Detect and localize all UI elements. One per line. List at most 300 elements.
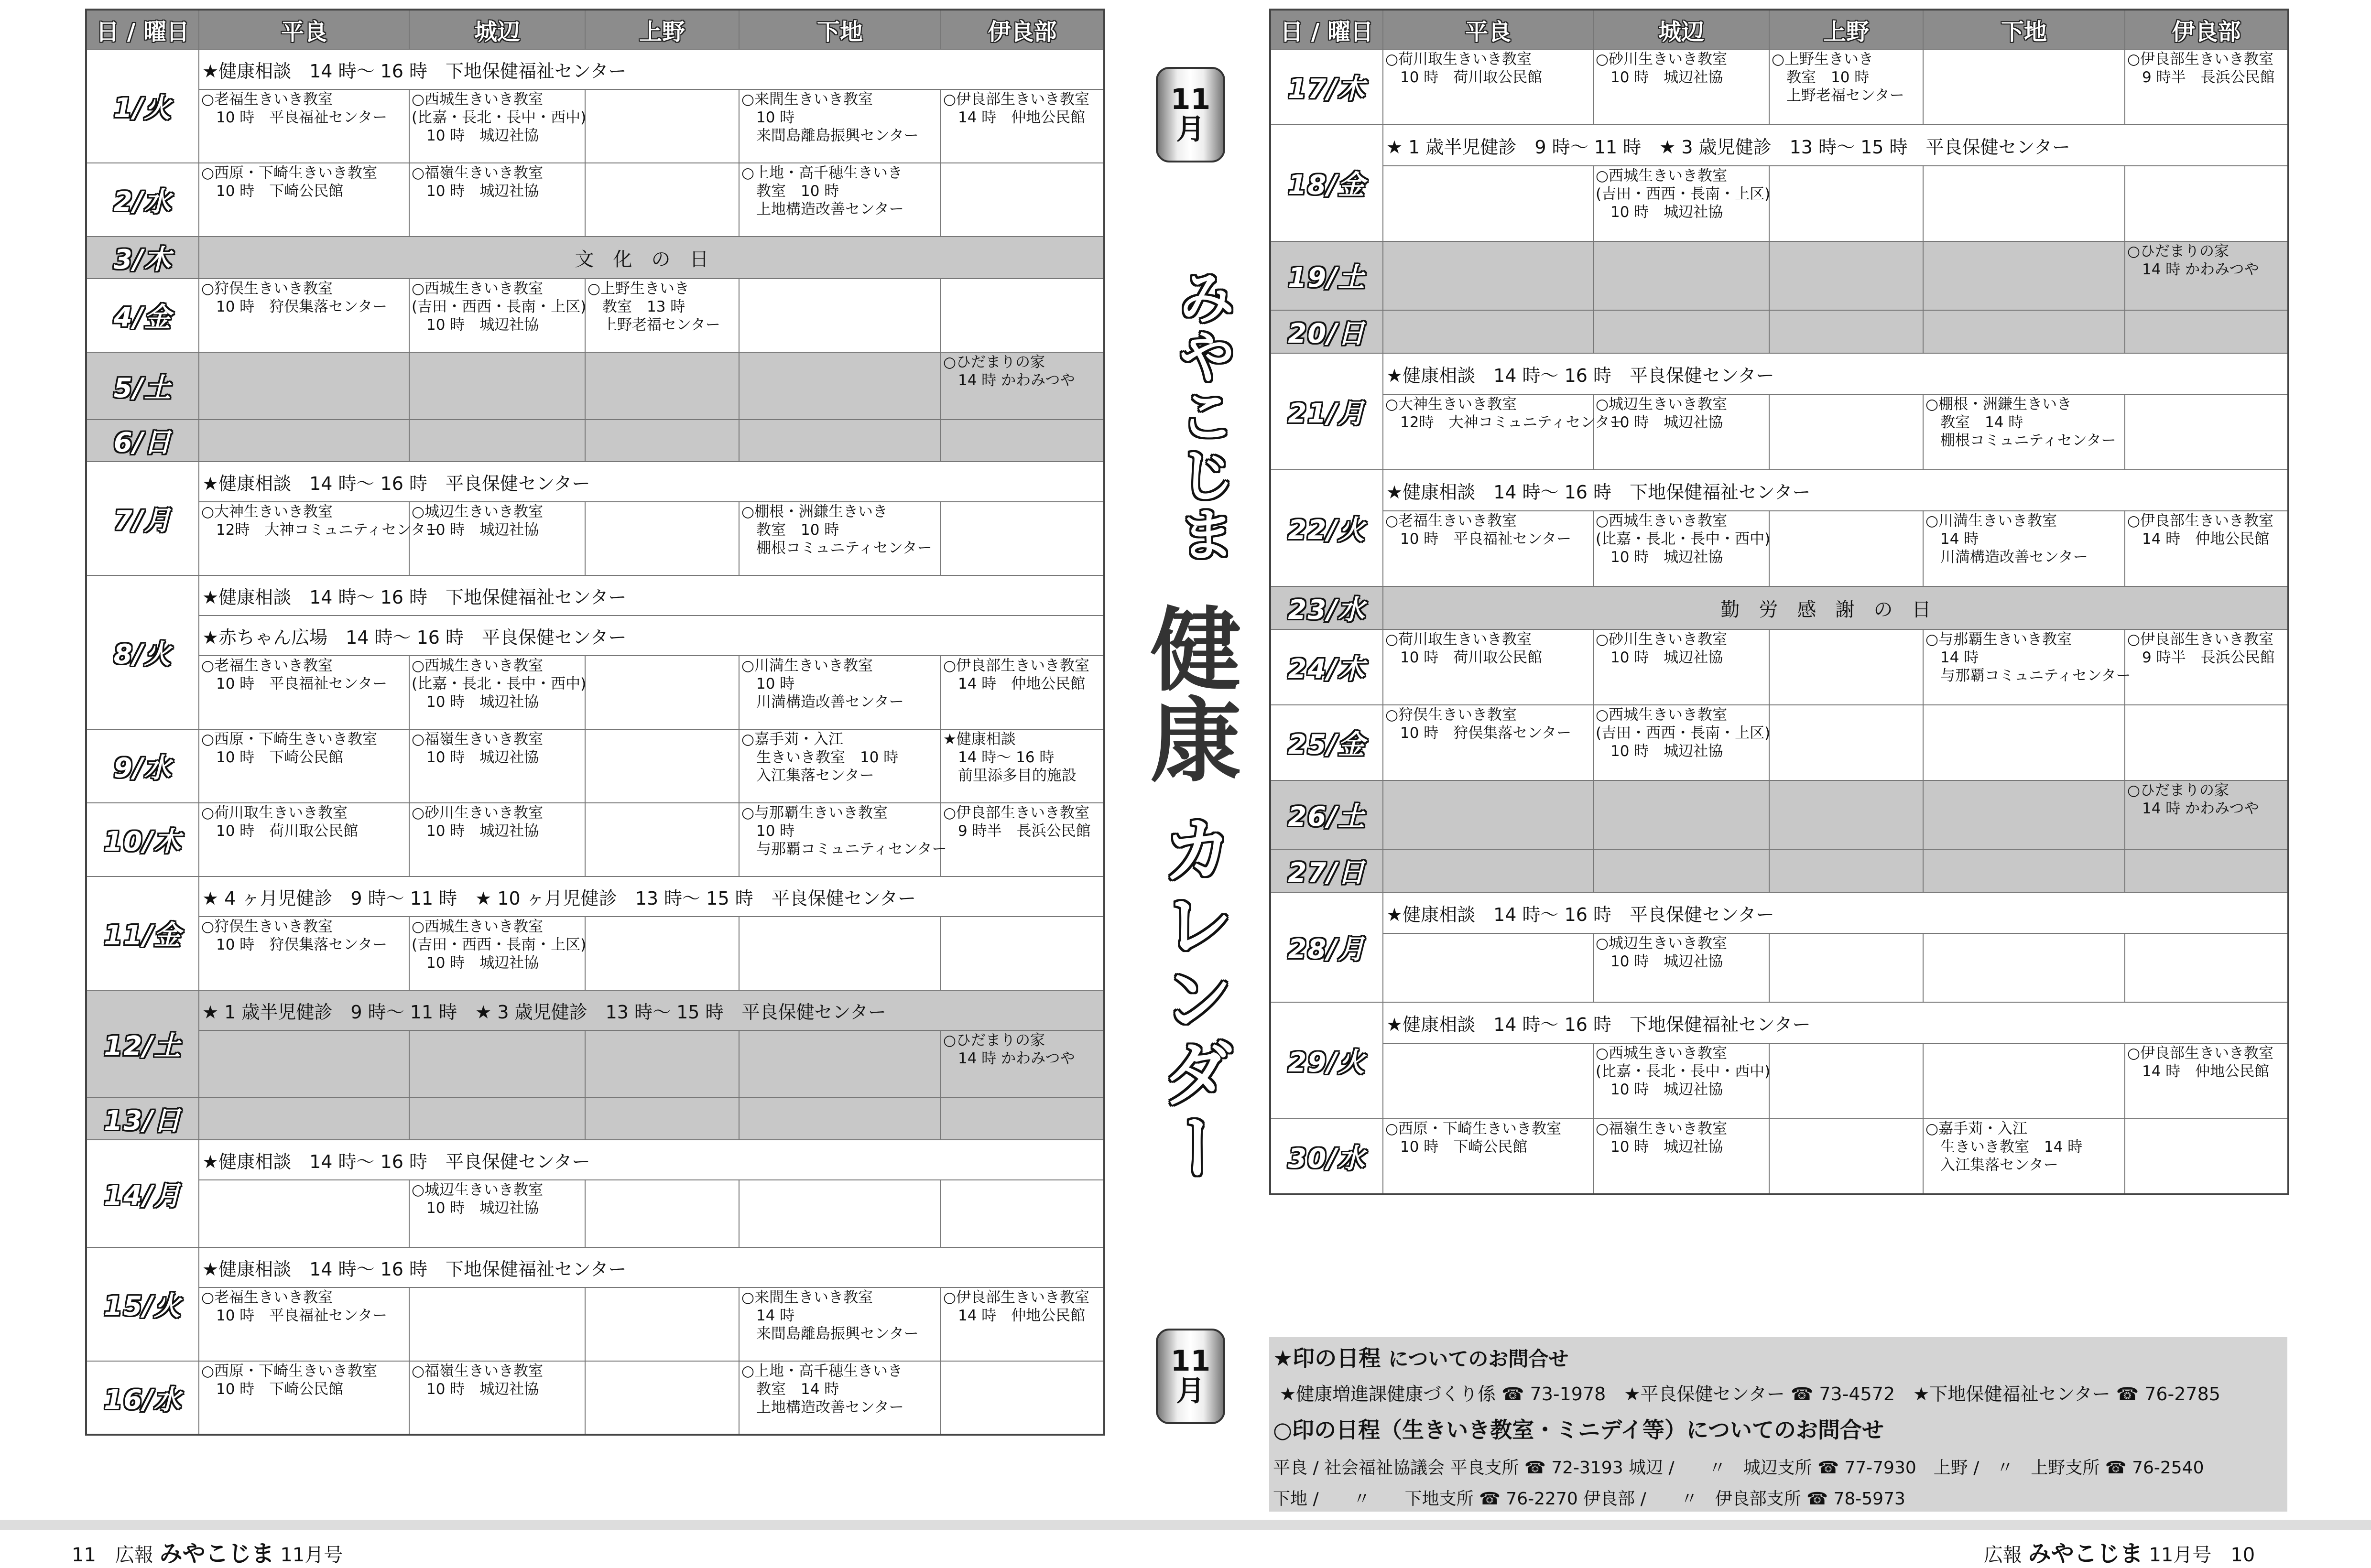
schedule-cell-gusukube xyxy=(1593,1043,1769,1119)
cell-text: 9 時半 長浜公民館 xyxy=(2127,649,2275,666)
day-label: 3/木 xyxy=(86,237,199,279)
header-row xyxy=(1270,10,2288,49)
cell-text: 10 時 狩俣集落センター xyxy=(201,298,388,315)
schedule-cell-ueno xyxy=(1769,780,1923,849)
schedule-cell-irabu xyxy=(2125,1043,2288,1119)
schedule-cell-hirara xyxy=(199,502,441,575)
cell-text: (吉田・西西・長南・上区) xyxy=(412,936,587,953)
day-row xyxy=(1270,125,2288,166)
schedule-cell-gusukube xyxy=(1593,166,1769,241)
schedule-cell-hirara xyxy=(1383,933,1593,1002)
day-row xyxy=(86,502,1104,575)
schedule-cell-ueno xyxy=(585,163,739,237)
cell-text: ○西城生きいき教室 xyxy=(1596,512,1728,530)
schedule-cell-hirara xyxy=(1383,1043,1593,1119)
schedule-cell-shimoji xyxy=(739,502,941,575)
holiday-label: 勤労感謝の日 xyxy=(1383,586,2288,629)
day-row xyxy=(86,575,1104,616)
cell-text: 来間島離島振興センター xyxy=(741,127,919,144)
cell-text: ○上地・高千穂生きいき xyxy=(741,164,903,182)
month-badge-bottom xyxy=(1156,1329,1225,1424)
day-label: 10/木 xyxy=(86,803,199,876)
cell-text: ○城辺生きいき教室 xyxy=(412,1181,544,1199)
schedule-cell-irabu xyxy=(941,803,1104,876)
circle-contact-line-1: 平良 / 社会福祉協議会 平良支所 ☎ 72-3193 城辺 / 〃 城辺支所 ☎ 77-7930 上野 / 〃 上野支所 ☎ 76-2540 xyxy=(1273,1458,2204,1478)
schedule-cell-ueno xyxy=(1769,49,1923,125)
cell-text: 川満構造改善センター xyxy=(741,693,904,711)
cell-text: 10 時 平良福祉センター xyxy=(1385,530,1572,548)
day-row xyxy=(86,917,1104,990)
schedule-cell-gusukube xyxy=(409,803,585,876)
cell-text: ○老福生きいき教室 xyxy=(201,91,333,108)
schedule-cell-hirara xyxy=(1383,241,1593,310)
cell-text: 10 時 平良福祉センター xyxy=(201,108,388,126)
cell-text: ○西城生きいき教室 xyxy=(412,280,544,297)
cell-text: 棚根コミュニティセンター xyxy=(1925,432,2116,449)
schedule-cell-shimoji xyxy=(739,352,941,420)
cell-text: 入江集落センター xyxy=(741,767,874,784)
schedule-cell-gusukube xyxy=(409,729,585,803)
schedule-cell-irabu xyxy=(2125,705,2288,780)
day-label: 15/火 xyxy=(86,1247,199,1361)
title-kenkou: 健康 xyxy=(1135,602,1241,784)
day-label: 6/日 xyxy=(86,420,199,462)
cell-text: ○嘉手苅・入江 xyxy=(1925,1120,2028,1137)
cell-text: 14 時～ 16 時 xyxy=(943,748,1055,766)
cell-text: 12時 大神コミュニティセンター xyxy=(1385,413,1625,431)
day-label: 27/日 xyxy=(1270,849,1383,892)
schedule-cell-shimoji xyxy=(1923,849,2125,892)
cell-text: ○伊良部生きいき教室 xyxy=(943,91,1090,108)
cell-text: ○来間生きいき教室 xyxy=(741,91,873,108)
schedule-cell-ueno xyxy=(1769,511,1923,586)
event-line: ★ 4 ヶ月児健診 9 時～ 11 時 ★ 10 ヶ月児健診 13 時～ 15 時 平良保健センター xyxy=(199,876,1104,917)
star-heading-sub: についてのお問合せ xyxy=(1388,1347,1569,1371)
schedule-cell-ueno xyxy=(585,1287,739,1361)
schedule-cell-hirara xyxy=(199,656,409,729)
cell-text: 14 時 xyxy=(1925,530,1979,548)
page-number: 11 xyxy=(72,1544,96,1566)
day-label: 7/月 xyxy=(86,462,199,575)
cell-text: ○川満生きいき教室 xyxy=(741,657,873,674)
cell-text: 生きいき教室 10 時 xyxy=(741,748,899,766)
cell-text: ○与那覇生きいき教室 xyxy=(1925,631,2072,648)
footer-label: 広報 xyxy=(1984,1544,2022,1566)
schedule-cell-shimoji xyxy=(1923,780,2125,849)
day-label: 24/木 xyxy=(1270,629,1383,705)
schedule-cell-irabu xyxy=(941,420,1104,462)
schedule-cell-gusukube xyxy=(1593,849,1769,892)
event-line: ★健康相談 14 時～ 16 時 平良保健センター xyxy=(199,1140,1104,1180)
day-row xyxy=(86,462,1104,502)
cell-text: ○老福生きいき教室 xyxy=(1385,512,1517,530)
footer-right xyxy=(1984,1535,2255,1568)
cell-text: ○来間生きいき教室 xyxy=(741,1289,873,1306)
schedule-cell-ueno xyxy=(1769,310,1923,353)
cell-text: 10 時 城辺社協 xyxy=(412,748,539,766)
month-number: 11 xyxy=(1170,83,1211,116)
schedule-cell-hirara xyxy=(1383,310,1593,353)
cell-text: 14 時 仲地公民館 xyxy=(2127,1062,2270,1080)
schedule-cell-shimoji xyxy=(1923,511,2125,586)
schedule-cell-hirara xyxy=(199,917,409,990)
header-shimoji: 下地 xyxy=(1923,10,2125,49)
schedule-cell-irabu xyxy=(2125,310,2288,353)
schedule-cell-gusukube xyxy=(409,917,585,990)
contact-info-box xyxy=(1269,1337,2287,1512)
schedule-cell-gusukube xyxy=(409,656,585,729)
schedule-cell-hirara xyxy=(1383,705,1593,780)
event-line: ★健康相談 14 時～ 16 時 下地保健福祉センター xyxy=(1383,1002,2288,1043)
schedule-cell-hirara xyxy=(1383,629,1593,705)
event-line: ★健康相談 14 時～ 16 時 下地保健福祉センター xyxy=(199,575,1104,616)
cell-text: (吉田・西西・長南・上区) xyxy=(1596,724,1771,742)
cell-text: ○狩俣生きいき教室 xyxy=(201,918,333,935)
cell-text: ○大神生きいき教室 xyxy=(1385,396,1517,413)
cell-text: 10 時 城辺社協 xyxy=(1596,649,1723,666)
schedule-cell-irabu xyxy=(2125,849,2288,892)
cell-text: ○伊良部生きいき教室 xyxy=(943,657,1090,674)
header-day: 日 / 曜日 xyxy=(86,10,199,49)
cell-text: ○西原・下崎生きいき教室 xyxy=(1385,1120,1562,1137)
day-row xyxy=(86,1361,1104,1435)
day-row xyxy=(1270,892,2288,933)
cell-text: ○伊良部生きいき教室 xyxy=(943,1289,1090,1306)
day-row xyxy=(86,49,1104,89)
header-row xyxy=(86,10,1104,49)
cell-text: ○伊良部生きいき教室 xyxy=(2127,631,2274,648)
schedule-cell-hirara xyxy=(199,279,409,352)
schedule-cell-irabu xyxy=(2125,241,2288,310)
cell-text: 10 時 城辺社協 xyxy=(412,954,539,972)
cell-text: ○福嶺生きいき教室 xyxy=(412,164,544,182)
schedule-cell-gusukube xyxy=(1593,705,1769,780)
schedule-cell-shimoji xyxy=(739,917,941,990)
schedule-cell-shimoji xyxy=(1923,1119,2125,1194)
day-label: 23/水 xyxy=(1270,586,1383,629)
cell-text: 14 時 かわみつや xyxy=(943,371,1075,389)
cell-text: 10 時 下崎公民館 xyxy=(201,748,344,766)
cell-text: ○西原・下崎生きいき教室 xyxy=(201,164,378,182)
schedule-cell-hirara xyxy=(1383,49,1593,125)
day-label: 14/月 xyxy=(86,1140,199,1247)
header-hirara: 平良 xyxy=(1383,10,1593,49)
header-gusukube: 城辺 xyxy=(1593,10,1769,49)
cell-text: 来間島離島振興センター xyxy=(741,1325,919,1342)
schedule-cell-gusukube xyxy=(409,1287,585,1361)
day-row xyxy=(86,1030,1104,1098)
schedule-cell-ueno xyxy=(585,803,739,876)
schedule-cell-ueno xyxy=(585,917,739,990)
schedule-cell-ueno xyxy=(585,502,739,575)
day-row xyxy=(86,1247,1104,1287)
cell-text: 教室 10 時 xyxy=(1772,68,1870,86)
day-row xyxy=(86,616,1104,656)
schedule-cell-gusukube xyxy=(409,1180,585,1247)
cell-text: ○荷川取生きいき教室 xyxy=(1385,51,1532,68)
month-badge-top xyxy=(1156,67,1225,162)
cell-text: ○福嶺生きいき教室 xyxy=(1596,1120,1728,1137)
schedule-cell-gusukube xyxy=(1593,241,1769,310)
cell-text: 10 時 下崎公民館 xyxy=(1385,1138,1528,1156)
cell-text: ○荷川取生きいき教室 xyxy=(1385,631,1532,648)
day-row xyxy=(86,237,1104,279)
cell-text: ○西城生きいき教室 xyxy=(1596,706,1728,724)
cell-text: ○ひだまりの家 xyxy=(943,1032,1045,1049)
cell-text: 上野老福センター xyxy=(587,316,720,334)
schedule-cell-shimoji xyxy=(739,1098,941,1140)
event-line: ★赤ちゃん広場 14 時～ 16 時 平良保健センター xyxy=(199,616,1104,656)
cell-text: 14 時 仲地公民館 xyxy=(943,108,1086,126)
header-irabu: 伊良部 xyxy=(941,10,1104,49)
day-label: 5/土 xyxy=(86,352,199,420)
schedule-cell-shimoji xyxy=(739,1030,941,1098)
cell-text: 10 時 狩俣集落センター xyxy=(1385,724,1572,742)
cell-text: ★健康相談 xyxy=(943,731,1016,748)
cell-text: ○西原・下崎生きいき教室 xyxy=(201,1363,378,1380)
event-line: ★ 1 歳半児健診 9 時～ 11 時 ★ 3 歳児健診 13 時～ 15 時 平良保健センター xyxy=(199,990,1104,1030)
schedule-cell-irabu xyxy=(941,1098,1104,1140)
day-label: 16/水 xyxy=(86,1361,199,1435)
day-label: 26/土 xyxy=(1270,780,1383,849)
cell-text: 10 時 荷川取公民館 xyxy=(1385,68,1543,86)
schedule-cell-hirara xyxy=(1383,780,1593,849)
schedule-cell-irabu xyxy=(941,1180,1104,1247)
footer-issue: 11月号 xyxy=(280,1544,343,1566)
day-row xyxy=(1270,1002,2288,1043)
schedule-cell-gusukube xyxy=(409,1030,585,1098)
schedule-cell-shimoji xyxy=(739,656,941,729)
cell-text: 10 時 城辺社協 xyxy=(1596,68,1723,86)
cell-text: ○嘉手苅・入江 xyxy=(741,731,844,748)
schedule-cell-irabu xyxy=(2125,394,2288,470)
day-label: 29/火 xyxy=(1270,1002,1383,1119)
schedule-cell-shimoji xyxy=(739,1361,941,1435)
schedule-cell-shimoji xyxy=(1923,310,2125,353)
star-contact-line: ★健康増進課健康づくり係 ☎ 73-1978 ★平良保健センター ☎ 73-4572 ★下地保健福祉センター ☎ 76-2785 xyxy=(1280,1384,2220,1405)
day-row xyxy=(86,1180,1104,1247)
day-row xyxy=(86,1287,1104,1361)
day-label: 9/水 xyxy=(86,729,199,803)
month-unit: 月 xyxy=(1176,1374,1205,1408)
schedule-cell-gusukube xyxy=(409,163,585,237)
cell-text: 10 時 城辺社協 xyxy=(412,1380,539,1398)
cell-text: ○砂川生きいき教室 xyxy=(1596,51,1728,68)
day-label: 17/木 xyxy=(1270,49,1383,125)
event-line: ★健康相談 14 時～ 16 時 平良保健センター xyxy=(1383,892,2288,933)
schedule-cell-hirara xyxy=(199,420,409,462)
cell-text: ○伊良部生きいき教室 xyxy=(2127,51,2274,68)
schedule-cell-ueno xyxy=(1769,241,1923,310)
cell-text: ○荷川取生きいき教室 xyxy=(201,804,348,822)
cell-text: ○西城生きいき教室 xyxy=(1596,167,1728,184)
schedule-cell-gusukube xyxy=(409,89,585,163)
cell-text: ○上野生きいき xyxy=(1772,51,1874,68)
cell-text: ○上野生きいき xyxy=(587,280,690,297)
event-line: ★健康相談 14 時～ 16 時 下地保健福祉センター xyxy=(1383,470,2288,511)
day-label: 28/月 xyxy=(1270,892,1383,1002)
day-label: 25/金 xyxy=(1270,705,1383,780)
schedule-cell-hirara xyxy=(1383,511,1593,586)
day-row xyxy=(86,163,1104,237)
schedule-cell-shimoji xyxy=(1923,241,2125,310)
schedule-cell-ueno xyxy=(1769,629,1923,705)
cell-text: 上地構造改善センター xyxy=(741,1398,904,1416)
schedule-cell-hirara xyxy=(1383,394,1625,470)
day-row xyxy=(1270,629,2288,705)
cell-text: 14 時 仲地公民館 xyxy=(943,1307,1086,1324)
cell-text: 10 時 平良福祉センター xyxy=(201,675,388,692)
cell-text: ○伊良部生きいき教室 xyxy=(943,804,1090,822)
cell-text: 14 時 仲地公民館 xyxy=(943,675,1086,692)
schedule-cell-irabu xyxy=(2125,49,2288,125)
cell-text: ○西城生きいき教室 xyxy=(1596,1045,1728,1062)
event-line: ★健康相談 14 時～ 16 時 下地保健福祉センター xyxy=(199,49,1104,89)
day-row xyxy=(1270,1043,2288,1119)
day-row xyxy=(86,89,1104,163)
cell-text: 10 時 城辺社協 xyxy=(412,521,539,539)
schedule-cell-hirara xyxy=(199,1287,409,1361)
cell-text: 10 時 城辺社協 xyxy=(1596,203,1723,221)
star-heading-text: ★印の日程 xyxy=(1273,1345,1381,1371)
cell-text: ○福嶺生きいき教室 xyxy=(412,731,544,748)
cell-text: 生きいき教室 14 時 xyxy=(1925,1138,2083,1156)
cell-text: ○川満生きいき教室 xyxy=(1925,512,2057,530)
schedule-cell-shimoji xyxy=(1923,1043,2125,1119)
schedule-cell-ueno xyxy=(1769,849,1923,892)
schedule-cell-irabu xyxy=(2125,780,2288,849)
day-label: 18/金 xyxy=(1270,125,1383,241)
cell-text: 10 時 城辺社協 xyxy=(412,127,539,144)
cell-text: 14 時 仲地公民館 xyxy=(2127,530,2270,548)
schedule-cell-gusukube xyxy=(409,1361,585,1435)
footer-bar xyxy=(0,1520,2371,1530)
schedule-cell-gusukube xyxy=(1593,310,1769,353)
day-row xyxy=(1270,470,2288,511)
cell-text: ○ひだまりの家 xyxy=(943,354,1045,371)
schedule-cell-hirara xyxy=(1383,166,1593,241)
day-label: 11/金 xyxy=(86,876,199,990)
day-row xyxy=(86,1098,1104,1140)
cell-text: ○砂川生きいき教室 xyxy=(1596,631,1728,648)
cell-text: ○伊良部生きいき教室 xyxy=(2127,512,2274,530)
cell-text: ○城辺生きいき教室 xyxy=(1596,396,1728,413)
day-row xyxy=(86,990,1104,1030)
schedule-cell-shimoji xyxy=(739,1180,941,1247)
footer-left xyxy=(72,1535,343,1568)
cell-text: 10 時 城辺社協 xyxy=(1596,952,1723,970)
schedule-cell-ueno xyxy=(585,729,739,803)
cell-text: 10 時 狩俣集落センター xyxy=(201,936,388,953)
schedule-cell-ueno xyxy=(585,420,739,462)
schedule-cell-shimoji xyxy=(739,729,941,803)
schedule-cell-irabu xyxy=(941,352,1104,420)
schedule-cell-ueno xyxy=(1769,394,1923,470)
schedule-cell-gusukube xyxy=(1593,49,1769,125)
day-label: 20/日 xyxy=(1270,310,1383,353)
cell-text: 10 時 城辺社協 xyxy=(412,316,539,334)
schedule-cell-ueno xyxy=(1769,705,1923,780)
cell-text: 10 時 城辺社協 xyxy=(1596,742,1723,760)
schedule-cell-hirara xyxy=(199,352,409,420)
star-contact-heading xyxy=(1273,1341,1568,1373)
day-row xyxy=(86,876,1104,917)
day-label: 30/水 xyxy=(1270,1119,1383,1194)
event-line: ★健康相談 14 時～ 16 時 平良保健センター xyxy=(199,462,1104,502)
calendar-table-left xyxy=(85,9,1105,1436)
page-number: 10 xyxy=(2230,1544,2255,1566)
schedule-cell-hirara xyxy=(199,163,409,237)
schedule-cell-shimoji xyxy=(739,1287,941,1361)
cell-text: ○城辺生きいき教室 xyxy=(412,503,544,520)
cell-text: 14 時 かわみつや xyxy=(943,1049,1075,1067)
header-ueno: 上野 xyxy=(1769,10,1923,49)
cell-text: ○西城生きいき教室 xyxy=(412,918,544,935)
cell-text: ○砂川生きいき教室 xyxy=(412,804,544,822)
day-row xyxy=(1270,511,2288,586)
calendar-table-right xyxy=(1269,9,2289,1195)
cell-text: 9 時半 長浜公民館 xyxy=(943,822,1091,840)
cell-text: 9 時半 長浜公民館 xyxy=(2127,68,2275,86)
schedule-cell-hirara xyxy=(199,1361,409,1435)
day-label: 1/火 xyxy=(86,49,199,163)
schedule-cell-shimoji xyxy=(739,89,941,163)
day-row xyxy=(1270,49,2288,125)
title-calendar: カレンダー xyxy=(1150,812,1233,1185)
header-hirara: 平良 xyxy=(199,10,409,49)
day-row xyxy=(1270,353,2288,394)
schedule-cell-hirara xyxy=(199,1030,409,1098)
cell-text: 14 時 xyxy=(1925,649,1979,666)
schedule-cell-ueno xyxy=(585,1030,739,1098)
schedule-cell-shimoji xyxy=(1923,933,2125,1002)
schedule-cell-ueno xyxy=(585,352,739,420)
cell-text: (吉田・西西・長南・上区) xyxy=(412,298,587,315)
schedule-cell-shimoji xyxy=(739,420,941,462)
cell-text: 上野老福センター xyxy=(1772,87,1904,104)
day-row xyxy=(1270,310,2288,353)
day-label: 13/日 xyxy=(86,1098,199,1140)
cell-text: 与那覇コミュニティセンター xyxy=(741,840,947,858)
schedule-cell-irabu xyxy=(2125,933,2288,1002)
cell-text: 10 時 下崎公民館 xyxy=(201,1380,344,1398)
schedule-cell-irabu xyxy=(941,1287,1104,1361)
schedule-cell-ueno xyxy=(585,1180,739,1247)
day-label: 22/火 xyxy=(1270,470,1383,586)
cell-text: (比嘉・長北・長中・西中) xyxy=(412,675,587,692)
schedule-cell-shimoji xyxy=(1923,49,2125,125)
cell-text: 教室 10 時 xyxy=(741,521,839,539)
schedule-cell-ueno xyxy=(1769,1119,1923,1194)
header-day: 日 / 曜日 xyxy=(1270,10,1383,49)
schedule-cell-ueno xyxy=(1769,1043,1923,1119)
cell-text: ○老福生きいき教室 xyxy=(201,657,333,674)
cell-text: 棚根コミュニティセンター xyxy=(741,539,932,557)
month-unit: 月 xyxy=(1176,113,1205,146)
month-number: 11 xyxy=(1170,1344,1211,1378)
day-row xyxy=(1270,166,2288,241)
event-line: ★健康相談 14 時～ 16 時 平良保健センター xyxy=(1383,353,2288,394)
schedule-cell-irabu xyxy=(2125,1119,2288,1194)
schedule-cell-irabu xyxy=(2125,629,2288,705)
day-row xyxy=(86,729,1104,803)
schedule-cell-shimoji xyxy=(739,163,941,237)
schedule-cell-irabu xyxy=(941,163,1104,237)
schedule-cell-gusukube xyxy=(409,420,585,462)
cell-text: 10 時 xyxy=(741,822,795,840)
footer-issue: 11月号 xyxy=(2149,1544,2212,1566)
schedule-cell-ueno xyxy=(585,1098,739,1140)
